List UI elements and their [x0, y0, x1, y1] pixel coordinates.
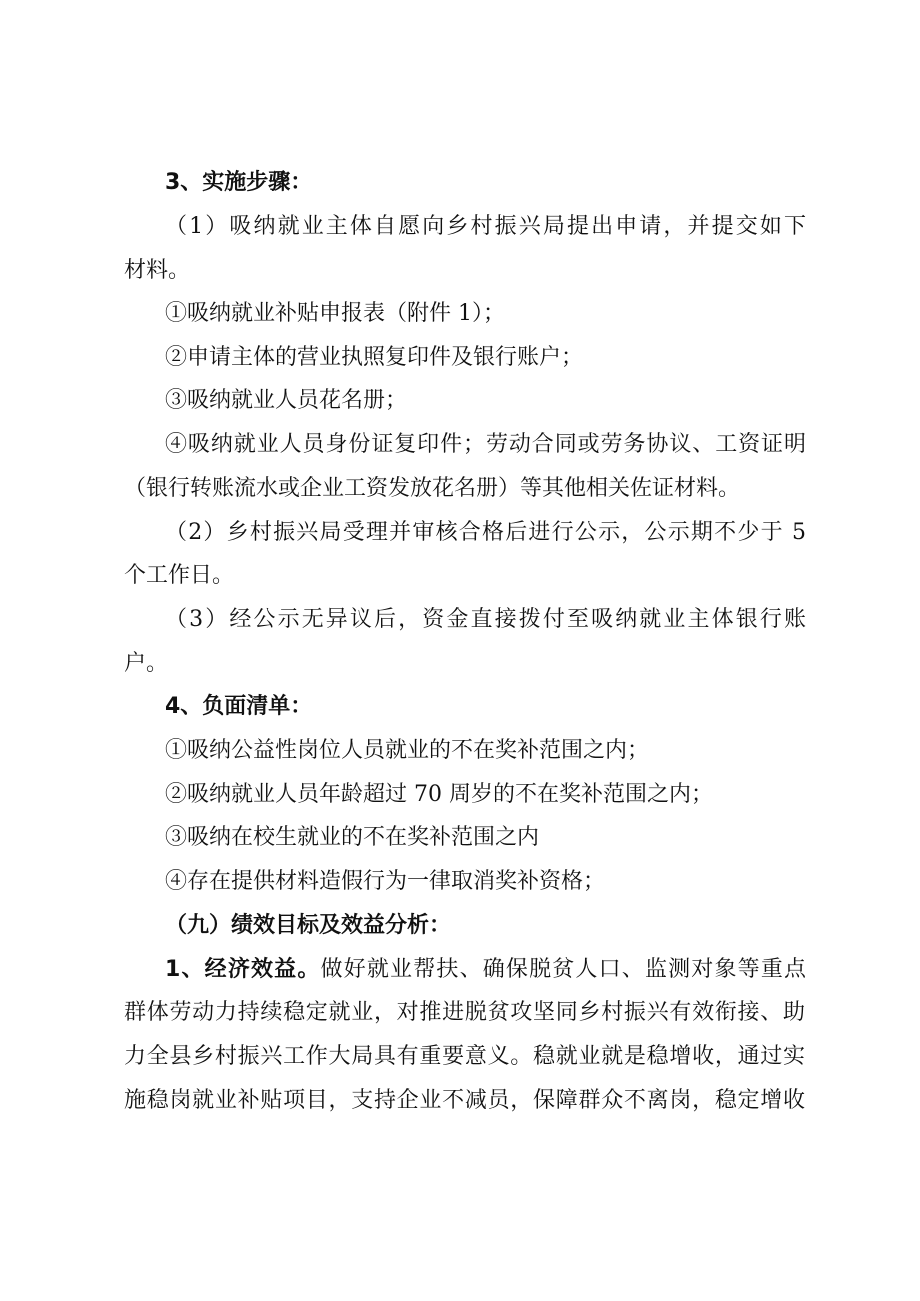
section-4-heading: 4、负面清单：: [165, 694, 313, 719]
negative-item-3: ③吸纳在校生就业的不在奖补范围之内: [165, 825, 540, 850]
step-3-line-1: （3）经公示无异议后，资金直接拨付至吸纳就业主体银行账: [165, 607, 806, 632]
economic-label: 1、经济效益。: [165, 957, 321, 982]
section-3-heading: 3、实施步骤：: [165, 170, 313, 195]
economic-line-1-text: 做好就业帮扶、确保脱贫人口、监测对象等重点: [320, 957, 806, 982]
negative-item-4: ④存在提供材料造假行为一律取消奖补资格；: [165, 869, 606, 894]
step-3-line-2: 户。: [124, 651, 169, 676]
step-2-line-1: （2）乡村振兴局受理并审核合格后进行公示，公示期不少于 5: [165, 520, 806, 545]
material-item-4-line-1: ④吸纳就业人员身份证复印件；劳动合同或劳务协议、工资证明: [165, 432, 806, 457]
negative-item-2: ②吸纳就业人员年龄超过 70 周岁的不在奖补范围之内；: [165, 782, 713, 807]
material-item-4-line-2: （银行转账流水或企业工资发放花名册）等其他相关佐证材料。: [124, 476, 741, 501]
economic-line-4: 施稳岗就业补贴项目，支持企业不减员，保障群众不离岗，稳定增收: [124, 1088, 805, 1113]
material-item-1: ①吸纳就业补贴申报表（附件 1）；: [165, 301, 505, 326]
economic-line-1: [165, 955, 806, 985]
economic-line-3: 力全县乡村振兴工作大局具有重要意义。稳就业就是稳增收，通过实: [124, 1044, 805, 1069]
negative-item-1: ①吸纳公益性岗位人员就业的不在奖补范围之内；: [165, 738, 650, 763]
material-item-2: ②申请主体的营业执照复印件及银行账户；: [165, 345, 584, 370]
section-9-heading: （九）绩效目标及效益分析：: [165, 913, 452, 938]
economic-line-2: 群体劳动力持续稳定就业，对推进脱贫攻坚同乡村振兴有效衔接、助: [124, 1000, 805, 1025]
step-2-line-2: 个工作日。: [124, 563, 235, 588]
step-1-line-2: 材料。: [124, 258, 191, 283]
step-1-line-1: （1）吸纳就业主体自愿向乡村振兴局提出申请，并提交如下: [165, 214, 806, 239]
material-item-3: ③吸纳就业人员花名册；: [165, 388, 408, 413]
